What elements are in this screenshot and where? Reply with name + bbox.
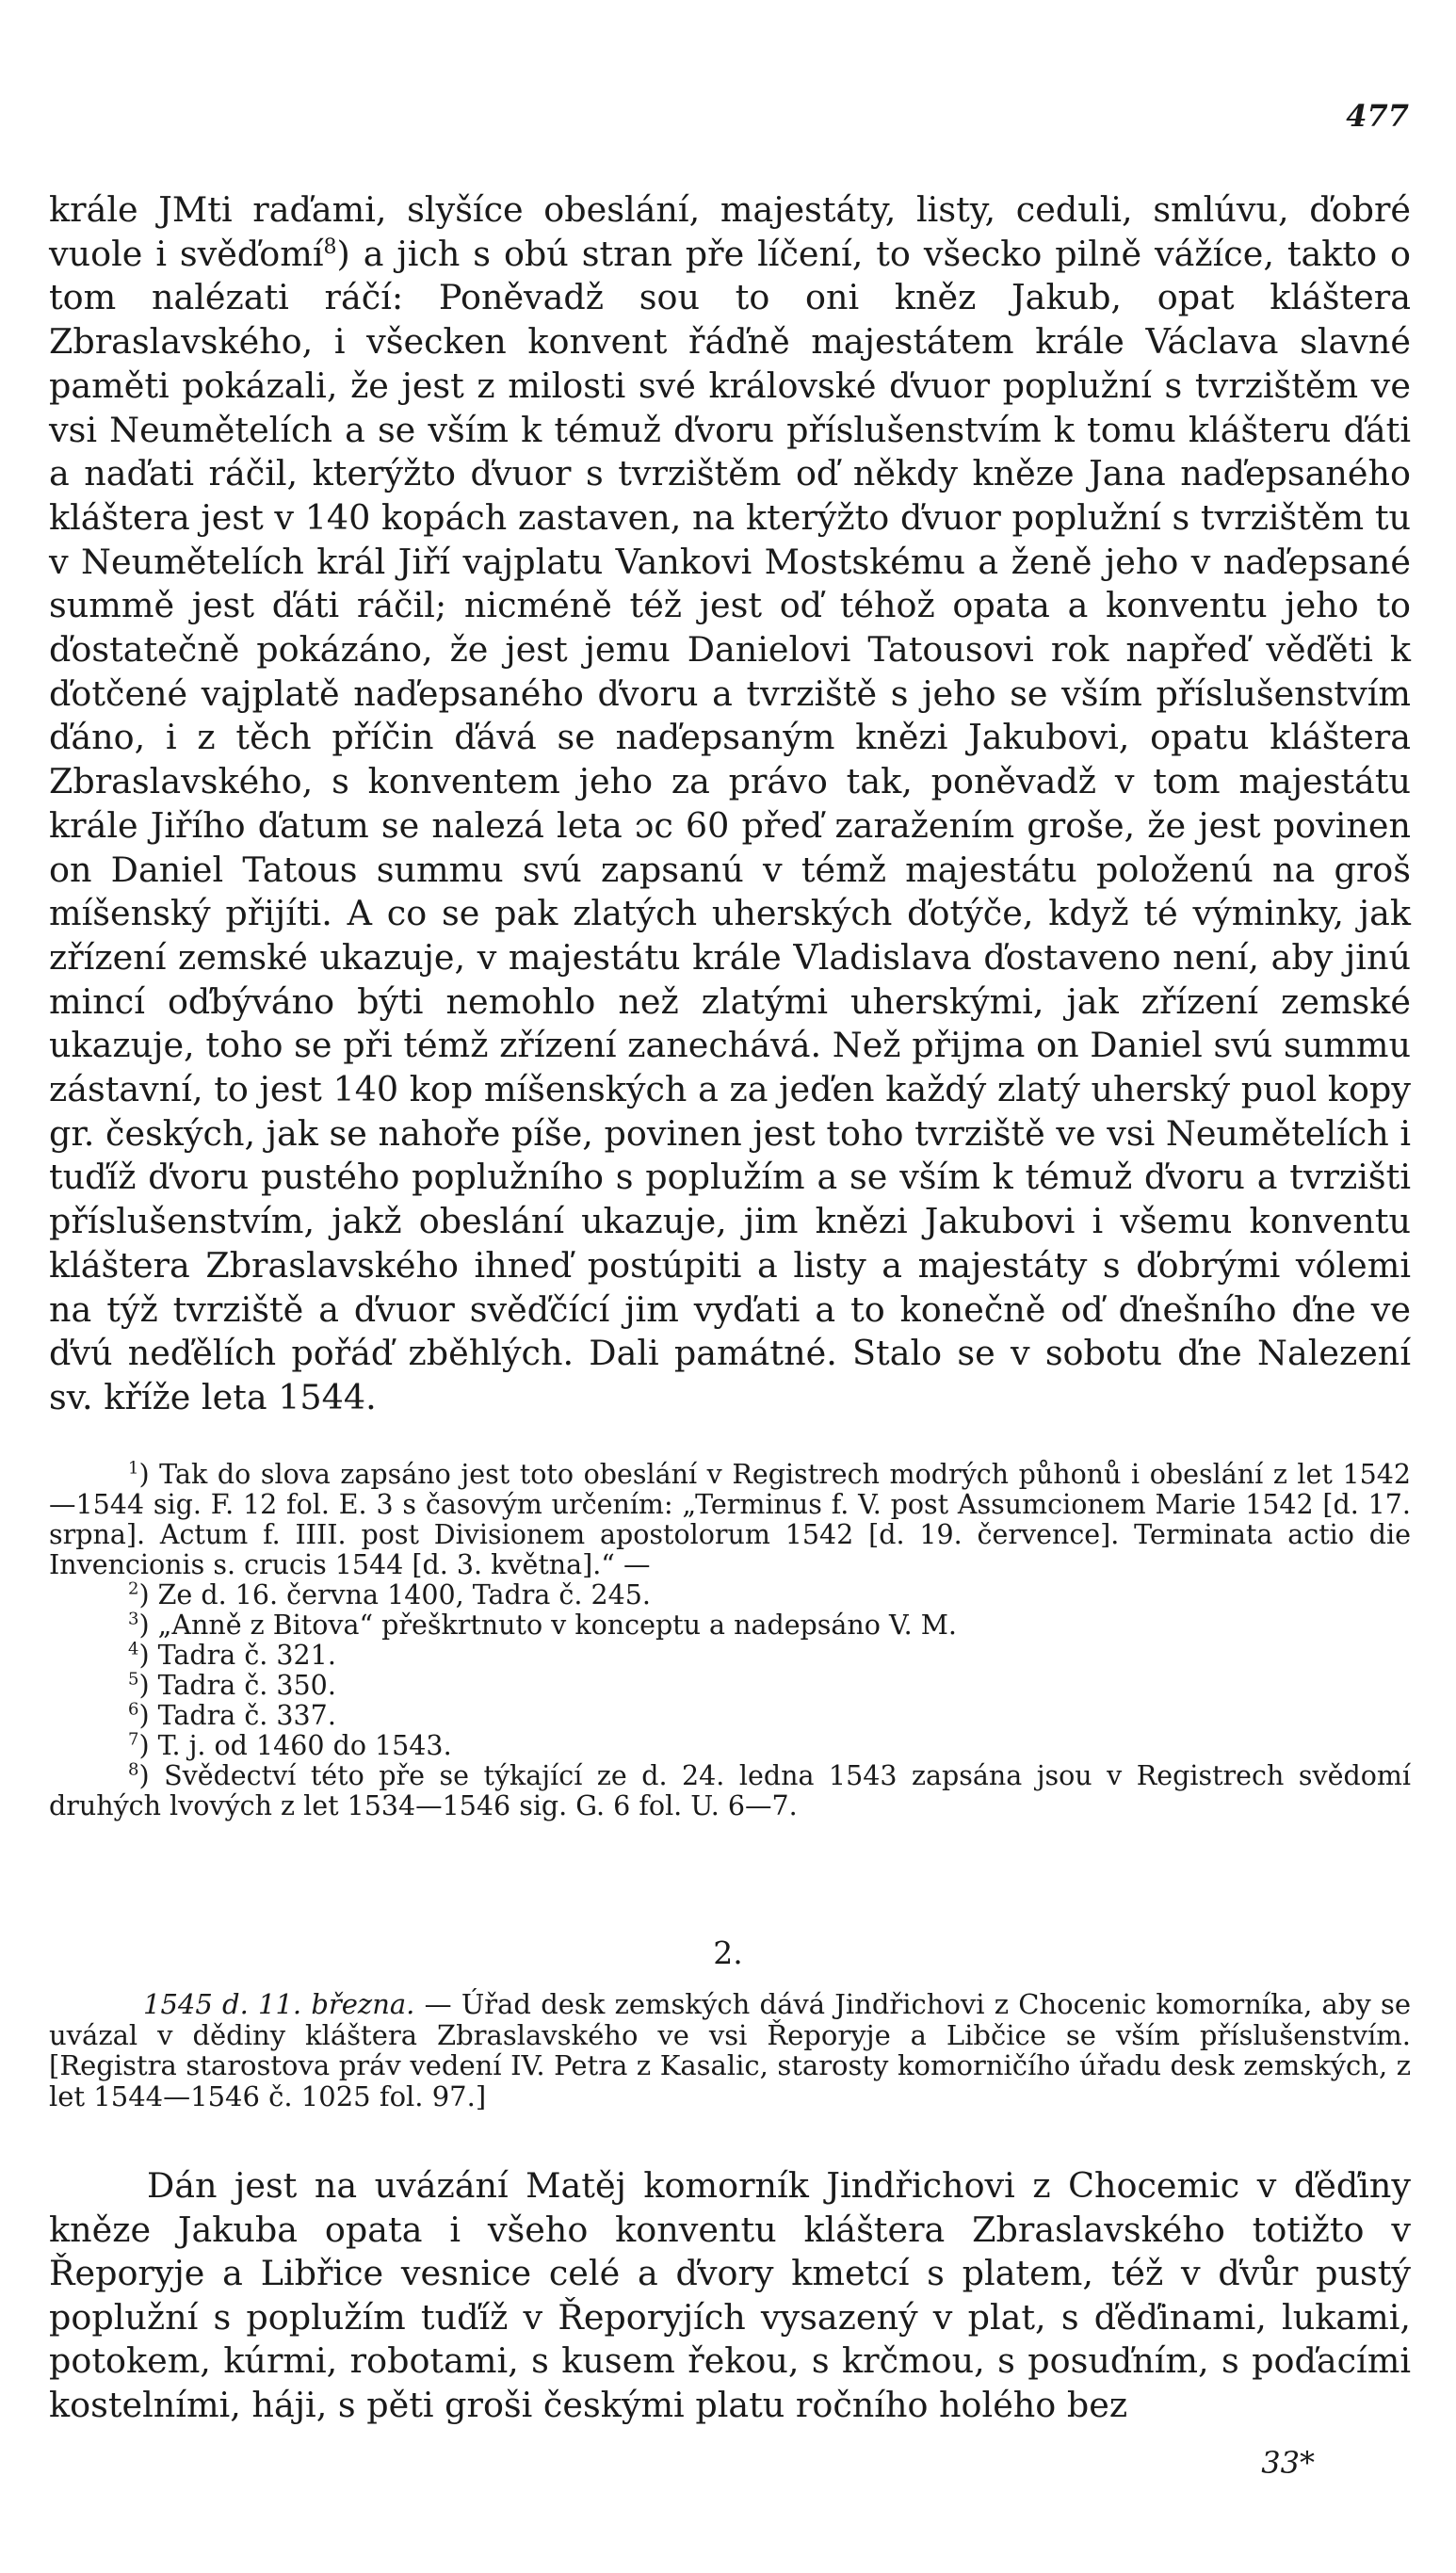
signature-mark: 33*: [1261, 2445, 1315, 2481]
footnote-mark: 7: [128, 1729, 139, 1750]
document-body: Dán jest na uvázání Matěj komorník Jindřichovi z Chocemic v ďěďiny kněze Jakuba opata i všeho konventu kláštera Zbraslavského totižto v Řeporyje a Libřice vesnice celé a ďvory kmetcí s platem, též v ďvůr pustý poplužní s poplužím tuďíž v Řeporyjích vysazený v plat, s ďěďinami, lukami, potokem, kúrmi, robotami, s kusem řekou, s krčmou, s posuďním, s poďacími kostelními, háji, s pěti groši českými platu ročního holého bez: [49, 2165, 1411, 2425]
footnote-mark: 4: [128, 1639, 139, 1659]
main-text-part1: krále JMti raďami, slyšíce obeslání, majestáty, listy, ceduli, smlúvu, ďobré vuole i svěďomí: [49, 189, 1411, 274]
footnote-mark: 5: [128, 1669, 139, 1690]
footnote-7: [49, 1731, 1411, 1761]
footnote-text: ) Tadra č. 350.: [138, 1670, 336, 1701]
footnote-text: ) T. j. od 1460 do 1543.: [138, 1730, 452, 1761]
footnote-1: [49, 1460, 1411, 1580]
footnote-text: ) Tadra č. 337.: [138, 1700, 336, 1731]
regest-date: 1545 d. 11. března.: [143, 1988, 415, 2020]
regest: [49, 1989, 1411, 2112]
footnote-text: ) Svědectví této pře se týkající ze d. 24. ledna 1543 zapsána jsou v Registrech svědomí druhých lvových z let 1534—1546 sig. G. 6 fol. U. 6—7.: [49, 1760, 1411, 1821]
page-number: 477: [1346, 98, 1409, 134]
footnote-2: [49, 1580, 1411, 1610]
footnote-8: [49, 1761, 1411, 1821]
main-text-part2: ) a jich s obú stran pře líčení, to všecko pilně vážíce, takto o tom nalézati ráčí: Poněvadž sou to oni kněz Jakub, opat kláštera Zbraslavského, i všecken konvent řáďně majestátem krále Václava slavné paměti pokázali, že jest z milosti své královské ďvuor poplužní s tvrzištěm ve vsi Neumětelích a se vším k témuž ďvoru příslušenstvím k tomu klášteru ďáti a naďati ráčil, kterýžto ďvuor s tvrzištěm oď někdy kněze Jana naďepsaného kláštera jest v 140 kopách zastaven, na kterýžto ďvuor poplužní s tvrzištěm tu v Neumětelích král Jiří vajplatu Vankovi Mostskému a ženě jeho v naďepsané summě jest ďáti ráčil; nicméně též jest oď téhož opata a konventu jeho to ďostatečně pokázáno, že jest jemu Danielovi Tatousovi rok napřeď věďěti k ďotčené vajplatě naďepsaného ďvoru a tvrziště s jeho se vším příslušenstvím ďáno, i z těch příčin ďává se naďepsaným knězi Jakubovi, opatu kláštera Zbraslavského, s konventem jeho za právo tak, poněvadž v tom majestátu krále Jiřího ďatum se nalezá leta ɔc 60 přeď zaražením groše, že jest povinen on Daniel Tatous summu svú zapsanú v témž majestátu položenú na groš míšenský přijíti. A co se pak zlatých uherských ďotýče, když té výminky, jak zřízení zemské ukazuje, v majestátu krále Vladislava ďostaveno není, aby jinú mincí oďbýváno býti nemohlo než zlatými uherskými, jak zřízení zemské ukazuje, toho se při témž zřízení zanechává. Než přijma on Daniel svú summu zástavní, to jest 140 kop míšenských a za jeďen každý zlatý uherský puol kopy gr. českých, jak se nahoře píše, povinen jest toho tvrziště ve vsi Neumětelích i tuďíž ďvoru pustého poplužního s poplužím a se vším k témuž ďvoru a tvrzišti příslušenstvím, jakž obeslání ukazuje, jim knězi Jakubovi i všemu konventu kláštera Zbraslavského ihneď postúpiti a listy a majestáty s ďobrými vólemi na týž tvrziště a ďvuor svěďčící jim vyďati a to konečně oď ďnešního ďne ve ďvú neďělích pořáď zběhlých. Dali památné. Stalo se v sobotu ďne Nalezení sv. kříže leta 1544.: [49, 233, 1411, 1417]
footnote-5: [49, 1671, 1411, 1701]
footnote-text: ) Ze d. 16. června 1400, Tadra č. 245.: [138, 1579, 651, 1610]
footnote-mark: 3: [128, 1609, 139, 1629]
footnote-mark: 8: [128, 1759, 139, 1780]
footnote-text: ) Tak do slova zapsáno jest toto obeslání v Registrech modrých půhonů i obeslání z let 1542—1544 sig. F. 12 fol. E. 3 s časovým určením: „Terminus f. V. post Assumcionem Marie 1542 [d. 17. srpna]. Actum f. IIII. post Divisionem apostolorum 1542 [d. 19. července]. Terminata actio die Invencionis s. crucis 1544 [d. 3. května].“ —: [49, 1459, 1411, 1580]
footnote-6: [49, 1701, 1411, 1731]
document-number: 2.: [713, 1934, 743, 1971]
footnote-mark: 2: [128, 1578, 139, 1599]
footnote-mark: 6: [128, 1699, 139, 1720]
main-text: [49, 188, 1411, 1420]
footnotes: [49, 1460, 1411, 1821]
regest-text: — Úřad desk zemských dává Jindřichovi z Chocenic komorníka, aby se uvázal v dědiny kláštera Zbraslavského ve vsi Řeporyje a Libčice se vším příslušenstvím. [Registra starostova práv vedení IV. Petra z Kasalic, starosty komorničího úřadu desk zemských, z let 1544—1546 č. 1025 fol. 97.]: [49, 1988, 1411, 2112]
footnote-mark: 1: [128, 1458, 139, 1479]
footnote-4: [49, 1641, 1411, 1671]
footnote-3: [49, 1610, 1411, 1641]
footnote-ref-8: 8: [323, 235, 337, 259]
footnote-text: ) „Anně z Bitova“ přeškrtnuto v konceptu a nadepsáno V. M.: [138, 1610, 957, 1641]
footnote-text: ) Tadra č. 321.: [138, 1640, 336, 1671]
